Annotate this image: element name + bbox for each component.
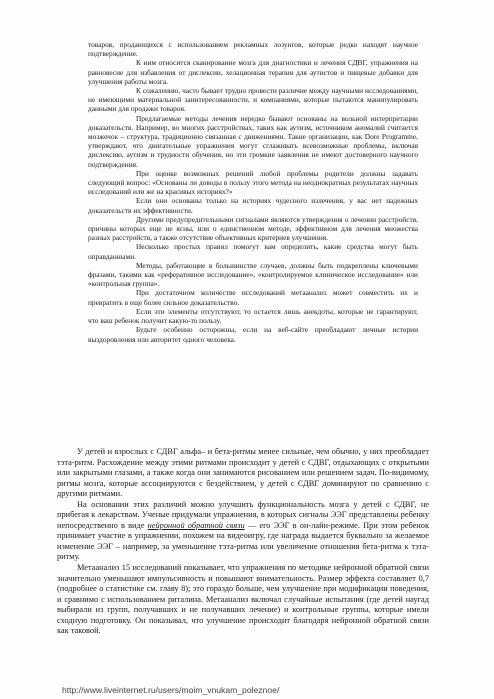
box-paragraph: К сожалению, часто бывает трудно провести различие между научными исследованиями, не имеющими материальной заинтересованности, и компаниями, которые пытаются манипулировать данными для продажи товаров. (88, 86, 418, 114)
emphasis-term: нейронной обратной связи (147, 520, 245, 530)
box-paragraph: Несколько простых правил помогут вам определить, какие средства могут быть оправданными. (88, 242, 418, 261)
body-text: На основании этих различий можно улучшить функциональность мозга у детей с СДВГ, не прибегая к лекарствам. Ученые придумали упражнения, в которых сигналы ЭЭГ представлены ребенку непосредственно в виде (57, 499, 429, 530)
box-paragraph: При оценке возможных решений любой проблемы родители должны задавать следующий вопрос: «Основаны ли доводы в пользу этого метода на неоднократных результатах научных исследований или же на красивых историях?» (88, 168, 418, 197)
main-text (57, 447, 429, 637)
body-paragraph: Метаанализ 15 исследований показывает, что упражнения по методике нейронной обратной связи значительно уменьшают импульсивность и повышают внимательность. Размер эффекта составляет 0,7 (подробнее о статистике см. главу 8); это гораздо больше, чем улучшение при модификации поведения, и сравнимо с использованием риталина. Метаанализ включал случайные испытания (где детей наугад выбирали из групп, получавших и не получавших лечение) и контрольные группы, которые имели сходную подготовку. Он показывал, что улучшение происходит благодаря нейронной обратной связи как таковой. (57, 563, 429, 636)
box-paragraph: К ним относится сканирование мозга для диагностики и лечения СДВГ, упражнения на равновесие для избавления от дислексии, хелационная терапия для аутистов и пищевые добавки для улучшения работы мозга. (88, 58, 418, 86)
box-paragraph: товаров, продающихся с использованием рекламных лозунгов, которые редко находят научное подтверждение. (88, 40, 418, 59)
box-paragraph: Будьте особенно осторожны, если на веб-сайте преобладают личные истории выздоровления или авторитет одного человека. (88, 325, 418, 344)
box-paragraph: Другими предупредительными сигналами являются утверждения о лечении расстройств, причины которых еще не ясны, или о единственном методе, эффективном для лечения множества разных расстройств, а также отсутствие объективных критериев улучшения. (88, 214, 418, 243)
sidebar-box (88, 40, 418, 344)
box-paragraph: Методы, работающие в большинстве случаев, должны быть подкреплены ключевыми фразами, такими как «реферативное исследование», «контролируемое клиническое исследование» или «контрольная группа». (88, 260, 418, 289)
box-paragraph: При достаточном количестве исследований метаанализ может совместить их и превратить в еще более сильное доказательство. (88, 288, 418, 307)
box-paragraph: Если эти элементы отсутствуют, то остается лишь анекдоты, которые не гарантируют, что ваш ребенок получит какую-то пользу. (88, 306, 418, 326)
body-paragraph: У детей и взрослых с СДВГ альфа– и бета-ритмы менее сильные, чем обычно, у них преобладает тэта-ритм. Расхождение между этими ритмами происходит у детей с СДВГ, отдыхающих с открытыми или закрытыми глазами, а также когда они занимаются рисованием или решением задач. По-видимому, ритмы мозга, которые ассоциируются с бездействием, у детей с СДВГ доминируют по сравнению с другими ритмами. (57, 447, 429, 499)
box-paragraph: Предлагаемые методы лечения нередко бывают основаны на вольной интерпретации доказательств. Например, во многих расстройствах, таких как аутизм, источником аномалий считается мозжечок – структура, традиционно связанная с движениями. Такие организации, как Dore Programme, утверждают, что двигательные упражнения могут сглаживать всевозможные проблемы, включая дислексию, аутизм и трудности обучения, но эти громкие заявления не имеют достоверного научного подтверждения. (88, 113, 418, 169)
box-paragraph: Если они основаны только на историях чудесного излечения, у вас нет надежных доказательств их эффективности. (88, 196, 418, 215)
source-url[interactable]: http://www.liveinternet.ru/users/moim_vnukam_poleznoe/ (62, 685, 280, 695)
body-text: — его ЭЭГ в он-лайн-режиме. При этом ребенок принимает участие в упражнении, похожем на видеоигру, где награда выдается буквально за желаемое изменение ЭЭГ – например, за уменьшение тэта-ритма или увеличение отношения бета-ритма к тэта-ритму. (57, 520, 430, 562)
body-paragraph (57, 500, 429, 563)
